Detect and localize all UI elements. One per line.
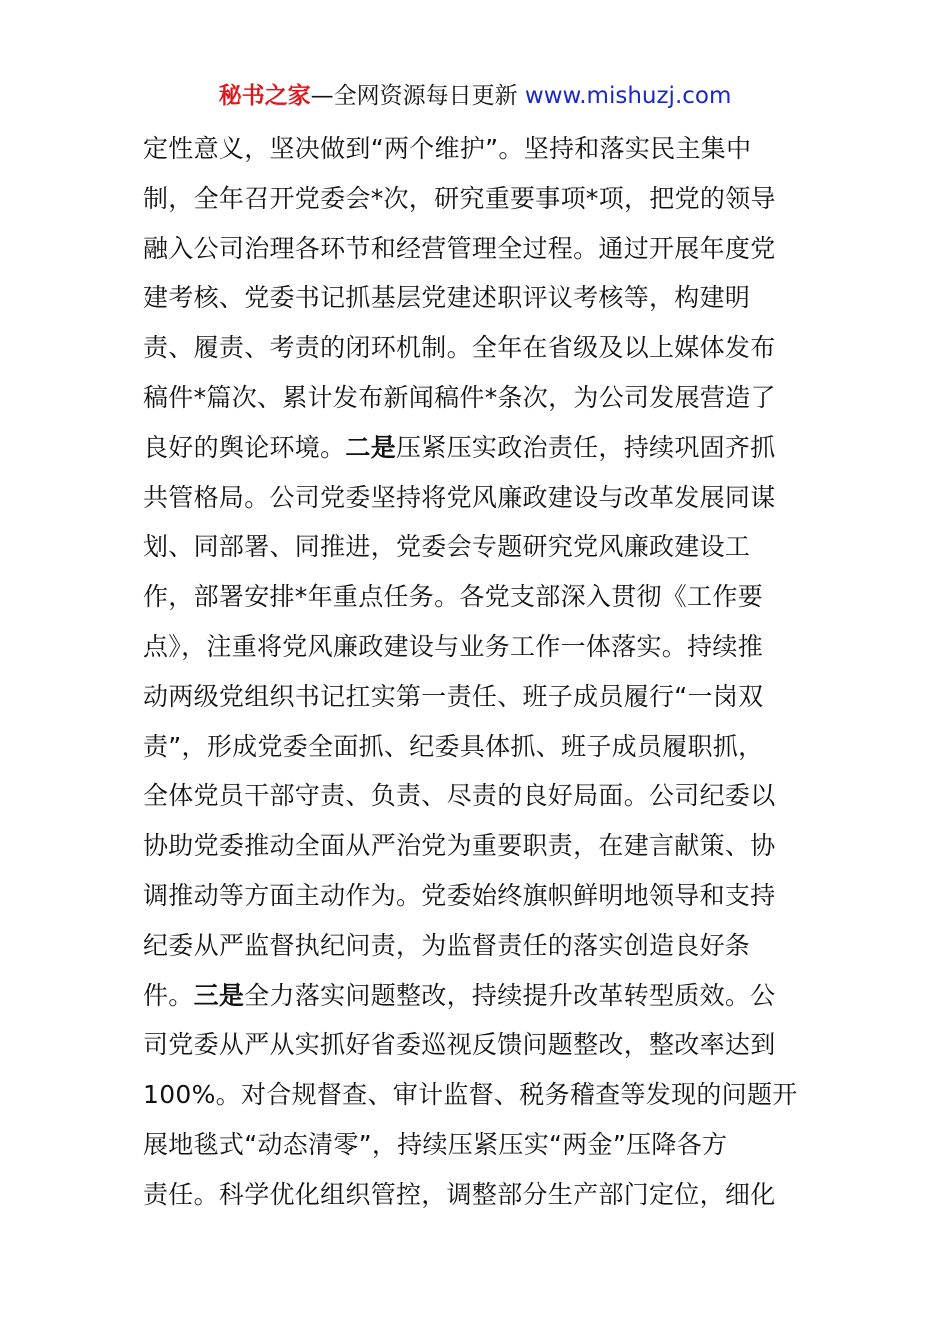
text-line — [143, 224, 813, 274]
bold-heading-marker: 二是 — [345, 432, 397, 462]
text-segment: 责任。科学优化组织管控，调整部分生产部门定位，细化 — [143, 1179, 776, 1209]
text-line — [143, 971, 813, 1021]
text-segment: 100%。对合规督查、审计监督、税务稽查等发现的问题开 — [143, 1080, 798, 1110]
text-segment: 协助党委推动全面从严治党为重要职责，在建言献策、协 — [143, 831, 776, 861]
text-segment: 责”，形成党委全面抓、纪委具体抓、班子成员履职抓， — [143, 731, 764, 761]
text-segment: 司党委从严从实抓好省委巡视反馈问题整改，整改率达到 — [143, 1030, 776, 1060]
text-segment: 压紧压实政治责任，持续巩固齐抓 — [396, 432, 776, 462]
text-line — [143, 323, 813, 373]
text-segment: 纪委从严监督执纪问责，为监督责任的落实创造良好条 — [143, 930, 751, 960]
text-line — [143, 722, 813, 772]
text-segment: 建考核、党委书记抓基层党建述职评议考核等，构建明 — [143, 283, 751, 313]
text-segment: 点》，注重将党风廉政建设与业务工作一体落实。持续推 — [143, 631, 764, 661]
text-line — [143, 174, 813, 224]
text-line — [143, 821, 813, 871]
text-segment: 件。 — [143, 980, 194, 1010]
site-url: www.mishuzj.com — [524, 83, 732, 109]
text-segment: 调推动等方面主动作为。党委始终旗帜鲜明地领导和支持 — [143, 880, 776, 910]
text-line — [143, 622, 813, 672]
text-segment: 动两级党组织书记扛实第一责任、班子成员履行“一岗双 — [143, 681, 764, 711]
text-line — [143, 423, 813, 473]
text-segment: 责、履责、考责的闭环机制。全年在省级及以上媒体发布 — [143, 333, 776, 363]
text-line — [143, 921, 813, 971]
body-paragraph — [143, 124, 813, 1220]
text-segment: 展地毯式“动态清零”，持续压紧压实“两金”压降各方 — [143, 1129, 728, 1159]
text-segment: 定性意义，坚决做到“两个维护”。坚持和落实民主集中 — [143, 134, 752, 163]
text-segment: 制，全年召开党委会*次，研究重要事项*项，把党的领导 — [143, 183, 776, 213]
text-line — [143, 1020, 813, 1070]
text-segment: 全力落实问题整改，持续提升改革转型质效。公 — [244, 980, 776, 1010]
text-segment: 划、同部署、同推进，党委会专题研究党风廉政建设工 — [143, 532, 751, 562]
text-line — [143, 572, 813, 622]
bold-heading-marker: 三是 — [193, 980, 245, 1010]
text-segment: 共管格局。公司党委坚持将党风廉政建设与改革发展同谋 — [143, 482, 776, 512]
text-segment: 稿件*篇次、累计发布新闻稿件*条次，为公司发展营造了 — [143, 382, 776, 412]
text-line — [143, 1170, 813, 1220]
text-line — [143, 672, 813, 722]
text-line — [143, 1120, 813, 1170]
text-line — [143, 1070, 813, 1120]
page-header — [0, 80, 950, 112]
text-line — [143, 473, 813, 523]
text-segment: 作，部署安排*年重点任务。各党支部深入贯彻《工作要 — [143, 582, 764, 612]
text-line — [143, 273, 813, 323]
text-line — [143, 771, 813, 821]
header-tagline: —全网资源每日更新 — [310, 83, 525, 109]
brand-name: 秘书之家 — [218, 83, 311, 109]
text-line — [143, 871, 813, 921]
text-segment: 良好的舆论环境。 — [143, 432, 346, 462]
text-segment: 融入公司治理各环节和经营管理全过程。通过开展年度党 — [143, 233, 776, 263]
text-line — [143, 124, 813, 174]
text-segment: 全体党员干部守责、负责、尽责的良好局面。公司纪委以 — [143, 781, 776, 811]
text-line — [143, 373, 813, 423]
text-line — [143, 522, 813, 572]
